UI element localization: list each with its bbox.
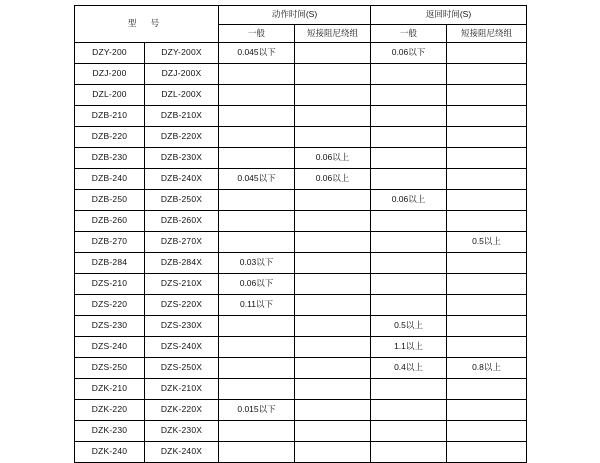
cell-operate-normal bbox=[219, 316, 295, 337]
cell-operate-normal bbox=[219, 190, 295, 211]
cell-type-1: DZY-200 bbox=[75, 43, 145, 64]
column-header-operate-normal: 一般 bbox=[219, 25, 295, 43]
cell-operate-normal bbox=[219, 337, 295, 358]
cell-type-2: DZB-210X bbox=[145, 106, 219, 127]
cell-return-damped: 0.8以上 bbox=[447, 358, 527, 379]
cell-type-2: DZK-230X bbox=[145, 421, 219, 442]
relay-spec-table bbox=[74, 5, 527, 463]
cell-type-1: DZS-250 bbox=[75, 358, 145, 379]
table-row bbox=[75, 253, 527, 274]
cell-operate-damped bbox=[295, 379, 371, 400]
cell-operate-damped bbox=[295, 127, 371, 148]
table-row bbox=[75, 421, 527, 442]
cell-return-normal: 0.06以上 bbox=[371, 190, 447, 211]
table-row bbox=[75, 337, 527, 358]
table-row bbox=[75, 190, 527, 211]
cell-type-2: DZS-210X bbox=[145, 274, 219, 295]
cell-type-1: DZK-210 bbox=[75, 379, 145, 400]
table-row bbox=[75, 379, 527, 400]
cell-return-damped bbox=[447, 253, 527, 274]
cell-type-1: DZK-220 bbox=[75, 400, 145, 421]
table-header-row-group bbox=[75, 6, 527, 25]
cell-return-damped bbox=[447, 43, 527, 64]
cell-return-damped bbox=[447, 442, 527, 463]
cell-type-1: DZL-200 bbox=[75, 85, 145, 106]
cell-return-damped bbox=[447, 316, 527, 337]
cell-operate-normal: 0.045以下 bbox=[219, 169, 295, 190]
cell-type-2: DZK-210X bbox=[145, 379, 219, 400]
cell-type-2: DZK-220X bbox=[145, 400, 219, 421]
cell-return-normal bbox=[371, 85, 447, 106]
cell-operate-normal bbox=[219, 127, 295, 148]
cell-return-normal bbox=[371, 442, 447, 463]
cell-operate-normal: 0.11以下 bbox=[219, 295, 295, 316]
cell-type-1: DZS-220 bbox=[75, 295, 145, 316]
cell-return-normal bbox=[371, 295, 447, 316]
cell-return-normal bbox=[371, 421, 447, 442]
table-row bbox=[75, 400, 527, 421]
cell-return-normal bbox=[371, 148, 447, 169]
cell-operate-damped bbox=[295, 442, 371, 463]
cell-operate-normal: 0.015以下 bbox=[219, 400, 295, 421]
cell-type-2: DZB-240X bbox=[145, 169, 219, 190]
cell-return-normal: 0.4以上 bbox=[371, 358, 447, 379]
cell-type-2: DZB-260X bbox=[145, 211, 219, 232]
table-row bbox=[75, 316, 527, 337]
cell-type-1: DZB-250 bbox=[75, 190, 145, 211]
cell-operate-damped: 0.06以上 bbox=[295, 148, 371, 169]
cell-operate-damped bbox=[295, 295, 371, 316]
table-row bbox=[75, 358, 527, 379]
table-row bbox=[75, 211, 527, 232]
cell-return-normal bbox=[371, 274, 447, 295]
cell-type-2: DZK-240X bbox=[145, 442, 219, 463]
cell-operate-damped bbox=[295, 190, 371, 211]
cell-operate-damped bbox=[295, 316, 371, 337]
cell-operate-damped bbox=[295, 421, 371, 442]
cell-operate-damped bbox=[295, 211, 371, 232]
cell-type-1: DZB-284 bbox=[75, 253, 145, 274]
column-header-return-time: 返回时间(S) bbox=[371, 6, 527, 25]
cell-type-2: DZJ-200X bbox=[145, 64, 219, 85]
cell-operate-normal bbox=[219, 421, 295, 442]
cell-return-damped bbox=[447, 379, 527, 400]
table-row bbox=[75, 274, 527, 295]
cell-return-normal bbox=[371, 400, 447, 421]
column-header-return-normal: 一般 bbox=[371, 25, 447, 43]
cell-return-damped bbox=[447, 211, 527, 232]
cell-type-1: DZK-240 bbox=[75, 442, 145, 463]
cell-return-damped bbox=[447, 127, 527, 148]
cell-operate-normal: 0.06以下 bbox=[219, 274, 295, 295]
cell-return-normal bbox=[371, 379, 447, 400]
cell-type-2: DZS-250X bbox=[145, 358, 219, 379]
cell-operate-damped bbox=[295, 358, 371, 379]
cell-return-damped bbox=[447, 169, 527, 190]
cell-return-normal: 1.1以上 bbox=[371, 337, 447, 358]
cell-operate-normal bbox=[219, 106, 295, 127]
table-row bbox=[75, 64, 527, 85]
cell-return-normal: 0.06以下 bbox=[371, 43, 447, 64]
cell-type-2: DZB-220X bbox=[145, 127, 219, 148]
cell-return-normal bbox=[371, 127, 447, 148]
cell-operate-damped bbox=[295, 337, 371, 358]
cell-return-damped bbox=[447, 106, 527, 127]
cell-return-damped bbox=[447, 274, 527, 295]
cell-operate-normal: 0.03以下 bbox=[219, 253, 295, 274]
column-header-return-damped: 短接阻尼绕组 bbox=[447, 25, 527, 43]
cell-type-1: DZB-220 bbox=[75, 127, 145, 148]
cell-operate-damped bbox=[295, 106, 371, 127]
cell-operate-damped bbox=[295, 274, 371, 295]
cell-type-2: DZS-230X bbox=[145, 316, 219, 337]
table-row bbox=[75, 169, 527, 190]
cell-return-damped bbox=[447, 148, 527, 169]
cell-type-1: DZK-230 bbox=[75, 421, 145, 442]
cell-return-damped bbox=[447, 295, 527, 316]
cell-type-1: DZJ-200 bbox=[75, 64, 145, 85]
cell-return-damped bbox=[447, 85, 527, 106]
cell-operate-normal: 0.045以下 bbox=[219, 43, 295, 64]
cell-type-2: DZL-200X bbox=[145, 85, 219, 106]
cell-operate-damped bbox=[295, 43, 371, 64]
cell-return-normal bbox=[371, 232, 447, 253]
table-row bbox=[75, 148, 527, 169]
cell-return-normal bbox=[371, 253, 447, 274]
cell-operate-normal bbox=[219, 211, 295, 232]
table-row bbox=[75, 295, 527, 316]
cell-type-1: DZS-240 bbox=[75, 337, 145, 358]
cell-operate-normal bbox=[219, 232, 295, 253]
cell-type-1: DZB-260 bbox=[75, 211, 145, 232]
cell-type-1: DZB-240 bbox=[75, 169, 145, 190]
cell-operate-damped: 0.06以上 bbox=[295, 169, 371, 190]
cell-return-damped bbox=[447, 421, 527, 442]
cell-return-normal bbox=[371, 169, 447, 190]
cell-operate-normal bbox=[219, 442, 295, 463]
column-header-operate-damped: 短接阻尼绕组 bbox=[295, 25, 371, 43]
table-row bbox=[75, 43, 527, 64]
cell-operate-normal bbox=[219, 358, 295, 379]
cell-type-1: DZB-210 bbox=[75, 106, 145, 127]
cell-type-1: DZS-230 bbox=[75, 316, 145, 337]
cell-return-normal bbox=[371, 64, 447, 85]
column-header-operate-time: 动作时间(S) bbox=[219, 6, 371, 25]
table-row bbox=[75, 442, 527, 463]
cell-return-damped bbox=[447, 400, 527, 421]
cell-operate-damped bbox=[295, 232, 371, 253]
cell-return-damped bbox=[447, 337, 527, 358]
table-header bbox=[75, 6, 527, 43]
cell-operate-damped bbox=[295, 85, 371, 106]
cell-operate-damped bbox=[295, 400, 371, 421]
cell-type-2: DZB-284X bbox=[145, 253, 219, 274]
cell-type-1: DZS-210 bbox=[75, 274, 145, 295]
column-header-type: 型 号 bbox=[75, 6, 219, 43]
cell-return-damped: 0.5以上 bbox=[447, 232, 527, 253]
cell-type-2: DZB-230X bbox=[145, 148, 219, 169]
cell-operate-normal bbox=[219, 379, 295, 400]
cell-return-normal bbox=[371, 106, 447, 127]
cell-type-2: DZS-220X bbox=[145, 295, 219, 316]
table-row bbox=[75, 127, 527, 148]
cell-return-damped bbox=[447, 64, 527, 85]
cell-type-2: DZB-250X bbox=[145, 190, 219, 211]
cell-type-1: DZB-270 bbox=[75, 232, 145, 253]
cell-type-2: DZS-240X bbox=[145, 337, 219, 358]
cell-return-normal bbox=[371, 211, 447, 232]
cell-operate-damped bbox=[295, 64, 371, 85]
table-row bbox=[75, 106, 527, 127]
cell-operate-normal bbox=[219, 64, 295, 85]
cell-type-2: DZB-270X bbox=[145, 232, 219, 253]
cell-return-normal: 0.5以上 bbox=[371, 316, 447, 337]
cell-type-2: DZY-200X bbox=[145, 43, 219, 64]
table-row bbox=[75, 85, 527, 106]
cell-operate-normal bbox=[219, 148, 295, 169]
cell-operate-damped bbox=[295, 253, 371, 274]
table-row bbox=[75, 232, 527, 253]
cell-type-1: DZB-230 bbox=[75, 148, 145, 169]
cell-return-damped bbox=[447, 190, 527, 211]
cell-operate-normal bbox=[219, 85, 295, 106]
